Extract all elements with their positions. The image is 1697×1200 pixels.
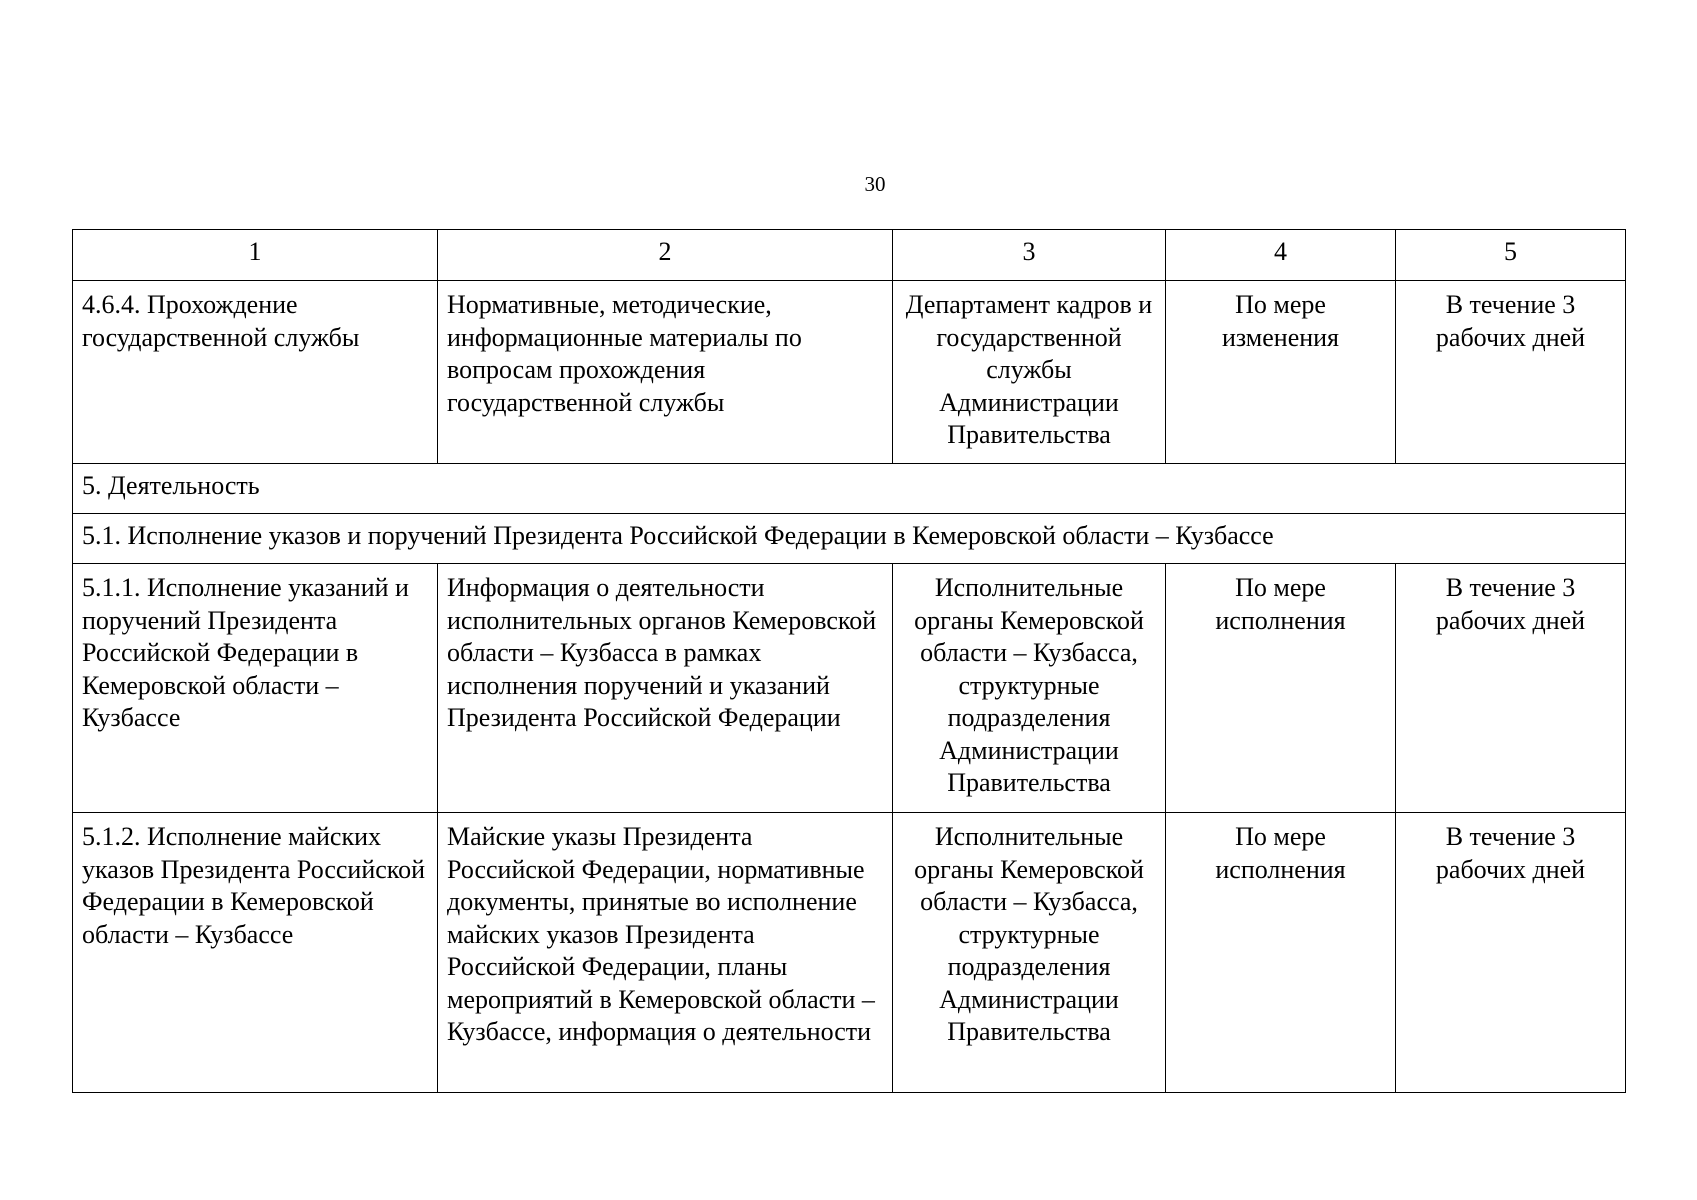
row-responsible: Исполнительные органы Кемеровской области – Кузбасса, структурные подразделения Администрации Правительства	[893, 564, 1166, 813]
row-deadline: В течение 3 рабочих дней	[1396, 281, 1626, 464]
table-row	[73, 564, 1626, 813]
page-number: 30	[864, 172, 886, 196]
row-content: Нормативные, методические, информационные материалы по вопросам прохождения государственной службы	[438, 281, 893, 464]
row-update-frequency: По мере исполнения	[1166, 564, 1396, 813]
section-row	[73, 464, 1626, 514]
row-update-frequency: По мере изменения	[1166, 281, 1396, 464]
table-row	[73, 813, 1626, 1093]
row-item: 4.6.4. Прохождение государственной службы	[73, 281, 438, 464]
row-responsible: Департамент кадров и государственной службы Администрации Правительства	[893, 281, 1166, 464]
column-number-1: 1	[73, 230, 438, 281]
row-deadline: В течение 3 рабочих дней	[1396, 813, 1626, 1093]
row-deadline: В течение 3 рабочих дней	[1396, 564, 1626, 813]
column-number-row	[73, 230, 1626, 281]
row-item: 5.1.1. Исполнение указаний и поручений Президента Российской Федерации в Кемеровской области – Кузбассе	[73, 564, 438, 813]
document-table	[72, 229, 1626, 1093]
row-responsible: Исполнительные органы Кемеровской области – Кузбасса, структурные подразделения Администрации Правительства	[893, 813, 1166, 1093]
column-number-4: 4	[1166, 230, 1396, 281]
section-heading-5-1: 5.1. Исполнение указов и поручений Президента Российской Федерации в Кемеровской области – Кузбассе	[73, 514, 1626, 564]
section-row	[73, 514, 1626, 564]
column-number-2: 2	[438, 230, 893, 281]
section-heading-5: 5. Деятельность	[73, 464, 1626, 514]
row-update-frequency: По мере исполнения	[1166, 813, 1396, 1093]
column-number-5: 5	[1396, 230, 1626, 281]
table-row	[73, 281, 1626, 464]
row-item: 5.1.2. Исполнение майских указов Президента Российской Федерации в Кемеровской области – Кузбассе	[73, 813, 438, 1093]
row-content: Информация о деятельности исполнительных органов Кемеровской области – Кузбасса в рамках исполнения поручений и указаний Президента Российской Федерации	[438, 564, 893, 813]
column-number-3: 3	[893, 230, 1166, 281]
row-content: Майские указы Президента Российской Федерации, нормативные документы, принятые во исполнение майских указов Президента Российской Федерации, планы мероприятий в Кемеровской области – Кузбассе, информация о деятельности	[438, 813, 893, 1093]
